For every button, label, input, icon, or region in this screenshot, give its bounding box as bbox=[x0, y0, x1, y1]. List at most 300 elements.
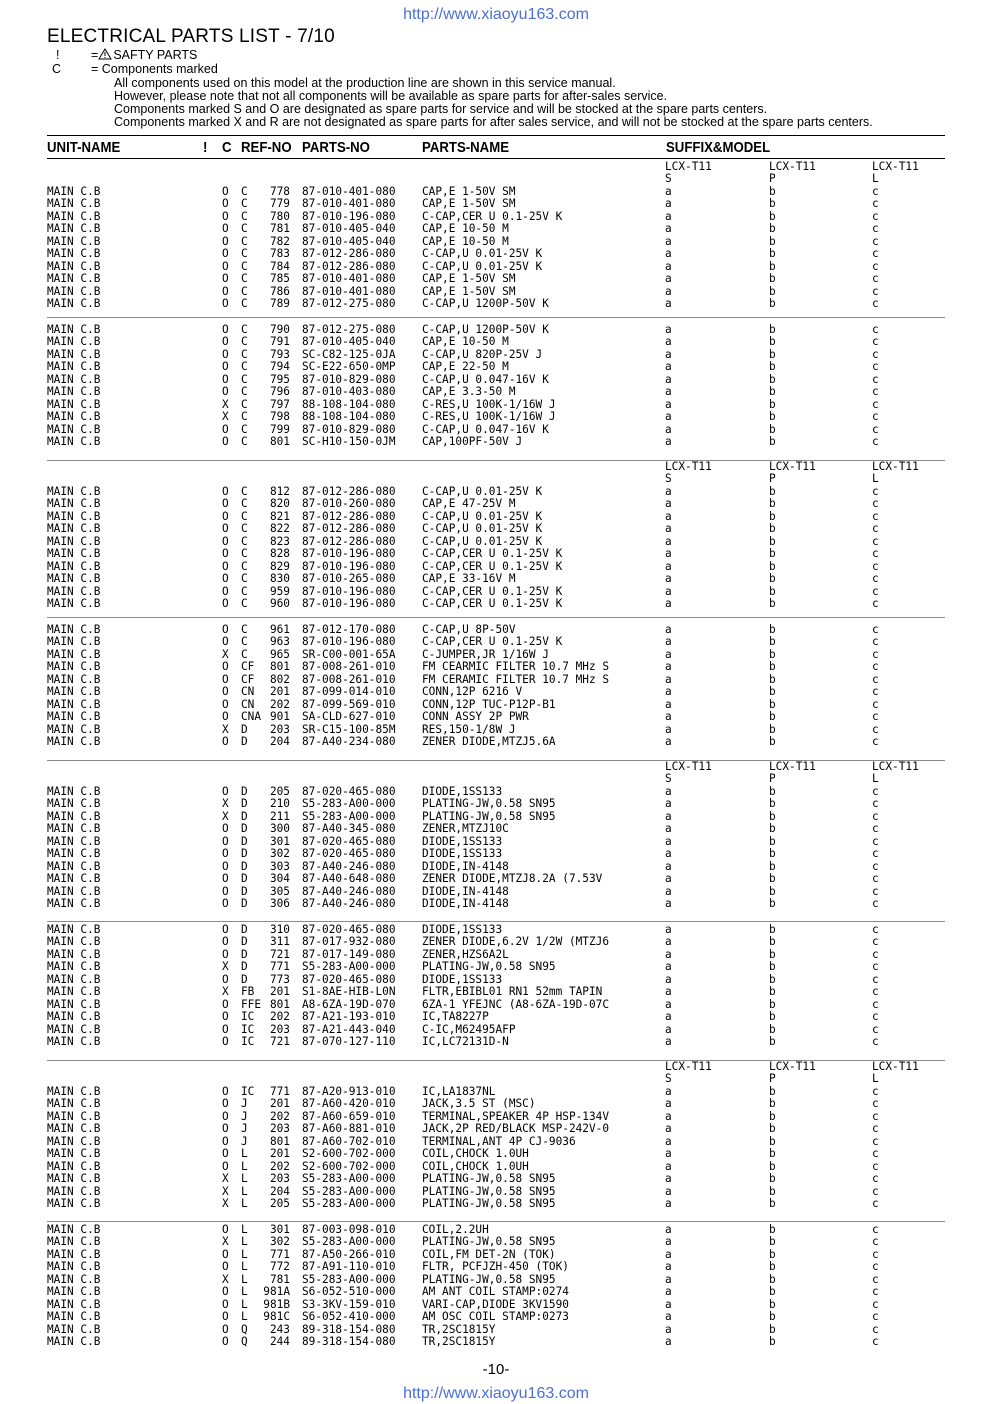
cell-parts-name: CAP,E 1-50V SM bbox=[422, 272, 516, 286]
cell-parts-no: 87-A60-420-010 bbox=[302, 1097, 396, 1111]
cell-c-type: C bbox=[241, 435, 248, 449]
cell-parts-name: TR,2SC1815Y bbox=[422, 1322, 496, 1336]
cell-ref-no: 793 bbox=[269, 347, 290, 361]
model-header-name: LCX-T11 bbox=[665, 160, 712, 173]
model-header-suffix: P bbox=[769, 472, 776, 486]
cell-parts-name: C-JUMPER,JR 1/16W J bbox=[422, 647, 549, 661]
cell-parts-no: 87-010-403-080 bbox=[302, 385, 396, 399]
cell-c-type: C bbox=[241, 360, 248, 374]
cell-unit-name: MAIN C.B bbox=[47, 1235, 101, 1249]
cell-flag: O bbox=[222, 247, 229, 261]
cell-unit-name: MAIN C.B bbox=[47, 923, 101, 936]
cell-flag: O bbox=[222, 1035, 229, 1049]
cell-parts-no: 87-010-829-080 bbox=[302, 372, 396, 386]
cell-suffix-l: c bbox=[872, 859, 879, 873]
model-header-suffix: S bbox=[665, 1072, 672, 1086]
cell-c-type: C bbox=[241, 397, 248, 411]
cell-c-type: Q bbox=[241, 1335, 248, 1349]
cell-parts-no: A8-6ZA-19D-070 bbox=[302, 997, 396, 1011]
cell-parts-no: 87-008-261-010 bbox=[302, 660, 396, 674]
cell-suffix-p: b bbox=[769, 272, 776, 286]
cell-suffix-p: b bbox=[769, 647, 776, 661]
cell-parts-name: VARI-CAP,DIODE 3KV1590 bbox=[422, 1297, 569, 1311]
cell-ref-no: 203 bbox=[269, 722, 290, 736]
cell-c-type: C bbox=[241, 584, 248, 598]
cell-suffix-l: c bbox=[872, 222, 879, 236]
cell-suffix-p: b bbox=[769, 509, 776, 523]
cell-suffix-p: b bbox=[769, 859, 776, 873]
model-header-suffix: L bbox=[872, 1072, 879, 1086]
cell-parts-name: COIL,CHOCK 1.0UH bbox=[422, 1159, 529, 1173]
cell-c-type: L bbox=[241, 1196, 248, 1210]
cell-suffix-l: c bbox=[872, 697, 879, 711]
cell-suffix-l: c bbox=[872, 896, 879, 910]
page-number: -10- bbox=[482, 1361, 510, 1378]
cell-suffix-l: c bbox=[872, 1235, 879, 1249]
cell-ref-no: 201 bbox=[269, 985, 290, 999]
cell-suffix-l: c bbox=[872, 1335, 879, 1349]
cell-unit-name: MAIN C.B bbox=[47, 372, 101, 386]
cell-c-type: L bbox=[241, 1297, 248, 1311]
cell-c-type: C bbox=[241, 647, 248, 661]
cell-ref-no: 822 bbox=[269, 522, 290, 536]
cell-suffix-p: b bbox=[769, 1247, 776, 1261]
cell-c-type: C bbox=[241, 209, 248, 223]
cell-parts-name: C-RES,U 100K-1/16W J bbox=[422, 410, 556, 424]
cell-parts-no: 87-070-127-110 bbox=[302, 1035, 396, 1049]
cell-parts-no: S2-600-702-000 bbox=[302, 1159, 396, 1173]
cell-c-type: D bbox=[241, 947, 248, 961]
cell-ref-no: 791 bbox=[269, 335, 290, 349]
cell-c-type: L bbox=[241, 1310, 248, 1324]
cell-suffix-l: c bbox=[872, 1272, 879, 1286]
cell-suffix-s: a bbox=[665, 596, 672, 610]
cell-suffix-p: b bbox=[769, 884, 776, 898]
header-url[interactable]: http://www.xiaoyu163.com bbox=[403, 6, 589, 23]
cell-parts-no: S6-052-510-000 bbox=[302, 1285, 396, 1299]
header-top-rule bbox=[47, 135, 945, 136]
cell-unit-name: MAIN C.B bbox=[47, 672, 101, 686]
cell-c-type: D bbox=[241, 884, 248, 898]
cell-flag: O bbox=[222, 935, 229, 949]
cell-ref-no: 203 bbox=[269, 1122, 290, 1136]
cell-parts-no: 87-017-149-080 bbox=[302, 947, 396, 961]
cell-c-type: Q bbox=[241, 1322, 248, 1336]
cell-suffix-l: c bbox=[872, 672, 879, 686]
cell-ref-no: 302 bbox=[269, 1235, 290, 1249]
cell-suffix-s: a bbox=[665, 947, 672, 961]
cell-flag: O bbox=[222, 272, 229, 286]
cell-suffix-p: b bbox=[769, 184, 776, 198]
cell-flag: O bbox=[222, 184, 229, 198]
cell-suffix-l: c bbox=[872, 284, 879, 298]
cell-unit-name: MAIN C.B bbox=[47, 222, 101, 236]
cell-suffix-s: a bbox=[665, 209, 672, 223]
cell-parts-no: 87-020-465-080 bbox=[302, 834, 396, 848]
cell-unit-name: MAIN C.B bbox=[47, 735, 101, 749]
cell-unit-name: MAIN C.B bbox=[47, 1147, 101, 1161]
cell-suffix-s: a bbox=[665, 1196, 672, 1210]
cell-unit-name: MAIN C.B bbox=[47, 1322, 101, 1336]
cell-c-type: C bbox=[241, 335, 248, 349]
cell-ref-no: 782 bbox=[269, 234, 290, 248]
cell-flag: O bbox=[222, 372, 229, 386]
cell-flag: O bbox=[222, 584, 229, 598]
cell-flag: X bbox=[222, 722, 229, 736]
cell-suffix-s: a bbox=[665, 559, 672, 573]
cell-suffix-s: a bbox=[665, 1147, 672, 1161]
cell-c-type: CN bbox=[241, 685, 255, 699]
cell-parts-name: C-CAP,U 8P-50V bbox=[422, 623, 516, 636]
cell-unit-name: MAIN C.B bbox=[47, 710, 101, 724]
cell-suffix-s: a bbox=[665, 1235, 672, 1249]
cell-suffix-s: a bbox=[665, 884, 672, 898]
note-line: Components marked X and R are not designated as spare parts for after sales service, and will not be stocked at the spare parts centers. bbox=[114, 115, 873, 129]
cell-unit-name: MAIN C.B bbox=[47, 234, 101, 248]
cell-ref-no: 202 bbox=[269, 697, 290, 711]
cell-suffix-l: c bbox=[872, 1172, 879, 1186]
cell-flag: O bbox=[222, 1297, 229, 1311]
cell-suffix-p: b bbox=[769, 1272, 776, 1286]
cell-suffix-s: a bbox=[665, 985, 672, 999]
cell-suffix-s: a bbox=[665, 522, 672, 536]
cell-suffix-l: c bbox=[872, 1122, 879, 1136]
cell-suffix-s: a bbox=[665, 1260, 672, 1274]
cell-unit-name: MAIN C.B bbox=[47, 1310, 101, 1324]
cell-parts-no: 87-010-401-080 bbox=[302, 284, 396, 298]
cell-flag: O bbox=[222, 385, 229, 399]
cell-ref-no: 781 bbox=[269, 222, 290, 236]
cell-suffix-s: a bbox=[665, 960, 672, 974]
cell-parts-no: SR-C00-001-65A bbox=[302, 647, 396, 661]
cell-suffix-l: c bbox=[872, 1159, 879, 1173]
cell-parts-no: 87-010-405-040 bbox=[302, 234, 396, 248]
cell-parts-no: 87-008-261-010 bbox=[302, 672, 396, 686]
cell-suffix-p: b bbox=[769, 422, 776, 436]
cell-ref-no: 771 bbox=[269, 960, 290, 974]
cell-unit-name: MAIN C.B bbox=[47, 534, 101, 548]
model-header-name: LCX-T11 bbox=[769, 460, 816, 473]
cell-suffix-s: a bbox=[665, 484, 672, 498]
cell-suffix-l: c bbox=[872, 596, 879, 610]
cell-flag: O bbox=[222, 672, 229, 686]
cell-unit-name: MAIN C.B bbox=[47, 284, 101, 298]
cell-ref-no: 795 bbox=[269, 372, 290, 386]
cell-suffix-p: b bbox=[769, 985, 776, 999]
cell-parts-no: 87-020-465-080 bbox=[302, 784, 396, 798]
note-line: All components used on this model at the production line are shown in this service manual. bbox=[114, 76, 616, 90]
cell-unit-name: MAIN C.B bbox=[47, 259, 101, 273]
cell-ref-no: 786 bbox=[269, 284, 290, 298]
cell-parts-no: 87-020-465-080 bbox=[302, 923, 396, 936]
cell-suffix-p: b bbox=[769, 947, 776, 961]
cell-suffix-l: c bbox=[872, 1196, 879, 1210]
cell-ref-no: 204 bbox=[269, 735, 290, 749]
cell-suffix-l: c bbox=[872, 960, 879, 974]
cell-suffix-s: a bbox=[665, 923, 672, 936]
cell-suffix-s: a bbox=[665, 809, 672, 823]
cell-suffix-p: b bbox=[769, 923, 776, 936]
cell-parts-no: S5-283-A00-000 bbox=[302, 1172, 396, 1186]
cell-suffix-l: c bbox=[872, 360, 879, 374]
cell-flag: O bbox=[222, 623, 229, 636]
cell-c-type: FB bbox=[241, 985, 255, 999]
note-line: Components marked S and O are designated as spare parts for service and will be stocked at the spare parts centers. bbox=[114, 102, 768, 116]
cell-parts-no: 87-012-170-080 bbox=[302, 623, 396, 636]
cell-ref-no: 721 bbox=[269, 1035, 290, 1049]
cell-suffix-s: a bbox=[665, 1297, 672, 1311]
cell-c-type: C bbox=[241, 184, 248, 198]
cell-parts-name: DIODE,1SS133 bbox=[422, 847, 503, 861]
cell-parts-no: S6-052-410-000 bbox=[302, 1310, 396, 1324]
cell-unit-name: MAIN C.B bbox=[47, 522, 101, 536]
cell-suffix-l: c bbox=[872, 985, 879, 999]
cell-flag: O bbox=[222, 547, 229, 561]
cell-suffix-l: c bbox=[872, 972, 879, 986]
cell-unit-name: MAIN C.B bbox=[47, 1223, 101, 1236]
cell-parts-name: PLATING-JW,0.58 SN95 bbox=[422, 797, 556, 811]
cell-suffix-p: b bbox=[769, 497, 776, 511]
cell-parts-name: RES,150-1/8W J bbox=[422, 722, 516, 736]
cell-ref-no: 201 bbox=[269, 1147, 290, 1161]
cell-parts-no: 89-318-154-080 bbox=[302, 1335, 396, 1349]
cell-suffix-p: b bbox=[769, 234, 776, 248]
cell-ref-no: 790 bbox=[269, 323, 290, 336]
cell-suffix-s: a bbox=[665, 722, 672, 736]
cell-suffix-l: c bbox=[872, 184, 879, 198]
cell-parts-no: 87-099-014-010 bbox=[302, 685, 396, 699]
cell-ref-no: 981A bbox=[263, 1285, 290, 1299]
cell-ref-no: 303 bbox=[269, 859, 290, 873]
cell-c-type: C bbox=[241, 596, 248, 610]
model-header-suffix: S bbox=[665, 772, 672, 786]
cell-c-type: C bbox=[241, 259, 248, 273]
cell-parts-no: S5-283-A00-000 bbox=[302, 1235, 396, 1249]
cell-c-type: L bbox=[241, 1159, 248, 1173]
cell-c-type: C bbox=[241, 572, 248, 586]
cell-flag: O bbox=[222, 296, 229, 310]
cell-flag: O bbox=[222, 1335, 229, 1349]
cell-flag: X bbox=[222, 1184, 229, 1198]
cell-flag: O bbox=[222, 997, 229, 1011]
cell-parts-no: 87-A60-659-010 bbox=[302, 1109, 396, 1123]
cell-suffix-l: c bbox=[872, 209, 879, 223]
cell-suffix-s: a bbox=[665, 284, 672, 298]
cell-suffix-p: b bbox=[769, 797, 776, 811]
cell-suffix-s: a bbox=[665, 259, 672, 273]
cell-c-type: CNA bbox=[241, 710, 262, 724]
model-header-name: LCX-T11 bbox=[872, 1060, 919, 1073]
cell-ref-no: 784 bbox=[269, 259, 290, 273]
page-title: ELECTRICAL PARTS LIST - 7/10 bbox=[47, 26, 335, 47]
cell-suffix-l: c bbox=[872, 784, 879, 798]
cell-ref-no: 801 bbox=[269, 660, 290, 674]
cell-suffix-p: b bbox=[769, 385, 776, 399]
cell-flag: X bbox=[222, 397, 229, 411]
cell-ref-no: 202 bbox=[269, 1159, 290, 1173]
cell-unit-name: MAIN C.B bbox=[47, 397, 101, 411]
cell-suffix-s: a bbox=[665, 1022, 672, 1036]
cell-unit-name: MAIN C.B bbox=[47, 997, 101, 1011]
cell-suffix-l: c bbox=[872, 247, 879, 261]
model-header-name: LCX-T11 bbox=[769, 1060, 816, 1073]
cell-ref-no: 210 bbox=[269, 797, 290, 811]
cell-unit-name: MAIN C.B bbox=[47, 1134, 101, 1148]
cell-parts-no: 87-012-286-080 bbox=[302, 534, 396, 548]
cell-parts-no: S5-283-A00-000 bbox=[302, 1196, 396, 1210]
model-header-name: LCX-T11 bbox=[872, 160, 919, 173]
cell-parts-name: DIODE,IN-4148 bbox=[422, 884, 509, 898]
cell-flag: O bbox=[222, 1122, 229, 1136]
cell-unit-name: MAIN C.B bbox=[47, 497, 101, 511]
cell-ref-no: 243 bbox=[269, 1322, 290, 1336]
cell-c-type: D bbox=[241, 822, 248, 836]
cell-suffix-s: a bbox=[665, 1122, 672, 1136]
cell-flag: X bbox=[222, 797, 229, 811]
cell-suffix-s: a bbox=[665, 385, 672, 399]
cell-suffix-s: a bbox=[665, 997, 672, 1011]
cell-unit-name: MAIN C.B bbox=[47, 834, 101, 848]
cell-ref-no: 785 bbox=[269, 272, 290, 286]
cell-parts-name: IC,TA8227P bbox=[422, 1010, 489, 1024]
cell-parts-no: S5-283-A00-000 bbox=[302, 1272, 396, 1286]
cell-suffix-p: b bbox=[769, 635, 776, 649]
cell-suffix-l: c bbox=[872, 623, 879, 636]
cell-suffix-l: c bbox=[872, 347, 879, 361]
cell-parts-no: 87-010-196-080 bbox=[302, 547, 396, 561]
cell-c-type: D bbox=[241, 872, 248, 886]
cell-flag: O bbox=[222, 197, 229, 211]
cell-suffix-l: c bbox=[872, 410, 879, 424]
cell-ref-no: 823 bbox=[269, 534, 290, 548]
cell-ref-no: 204 bbox=[269, 1184, 290, 1198]
cell-c-type: C bbox=[241, 347, 248, 361]
cell-c-type: D bbox=[241, 735, 248, 749]
cell-flag: X bbox=[222, 1235, 229, 1249]
cell-c-type: C bbox=[241, 497, 248, 511]
cell-unit-name: MAIN C.B bbox=[47, 197, 101, 211]
cell-suffix-p: b bbox=[769, 296, 776, 310]
cell-suffix-p: b bbox=[769, 735, 776, 749]
cell-parts-name: C-CAP,U 0.01-25V K bbox=[422, 259, 543, 273]
cell-parts-no: SC-H10-150-0JM bbox=[302, 435, 396, 449]
cell-suffix-p: b bbox=[769, 997, 776, 1011]
cell-parts-no: 87-010-196-080 bbox=[302, 209, 396, 223]
cell-suffix-l: c bbox=[872, 372, 879, 386]
cell-ref-no: 771 bbox=[269, 1084, 290, 1098]
legend-safety-text bbox=[91, 48, 197, 62]
cell-flag: O bbox=[222, 1322, 229, 1336]
cell-suffix-p: b bbox=[769, 1310, 776, 1324]
cell-suffix-p: b bbox=[769, 722, 776, 736]
cell-parts-no: 87-012-286-080 bbox=[302, 509, 396, 523]
cell-suffix-s: a bbox=[665, 660, 672, 674]
cell-parts-name: C-CAP,U 0.047-16V K bbox=[422, 372, 549, 386]
cell-c-type: C bbox=[241, 372, 248, 386]
cell-suffix-s: a bbox=[665, 509, 672, 523]
cell-parts-name: DIODE,IN-4148 bbox=[422, 896, 509, 910]
cell-unit-name: MAIN C.B bbox=[47, 184, 101, 198]
cell-suffix-s: a bbox=[665, 397, 672, 411]
cell-suffix-l: c bbox=[872, 647, 879, 661]
cell-flag: O bbox=[222, 735, 229, 749]
cell-c-type: IC bbox=[241, 1022, 255, 1036]
cell-suffix-p: b bbox=[769, 372, 776, 386]
cell-ref-no: 799 bbox=[269, 422, 290, 436]
cell-suffix-s: a bbox=[665, 547, 672, 561]
cell-c-type: D bbox=[241, 960, 248, 974]
cell-suffix-s: a bbox=[665, 572, 672, 586]
cell-parts-name: AM ANT COIL STAMP:0274 bbox=[422, 1285, 569, 1299]
cell-flag: O bbox=[222, 784, 229, 798]
cell-parts-name: C-CAP,CER U 0.1-25V K bbox=[422, 209, 563, 223]
cell-parts-name: COIL,CHOCK 1.0UH bbox=[422, 1147, 529, 1161]
cell-flag: O bbox=[222, 1285, 229, 1299]
cell-flag: O bbox=[222, 822, 229, 836]
cell-suffix-p: b bbox=[769, 559, 776, 573]
cell-suffix-s: a bbox=[665, 1109, 672, 1123]
cell-flag: O bbox=[222, 710, 229, 724]
cell-c-type: L bbox=[241, 1272, 248, 1286]
cell-parts-no: 87-010-196-080 bbox=[302, 635, 396, 649]
cell-parts-no: 87-010-401-080 bbox=[302, 184, 396, 198]
cell-suffix-p: b bbox=[769, 623, 776, 636]
cell-parts-name: C-CAP,U 820P-25V J bbox=[422, 347, 543, 361]
cell-ref-no: 771 bbox=[269, 1247, 290, 1261]
cell-c-type: C bbox=[241, 284, 248, 298]
cell-suffix-s: a bbox=[665, 784, 672, 798]
cell-parts-name: C-CAP,CER U 0.1-25V K bbox=[422, 635, 563, 649]
cell-suffix-p: b bbox=[769, 784, 776, 798]
cell-flag: O bbox=[222, 697, 229, 711]
cell-parts-name: C-CAP,U 1200P-50V K bbox=[422, 323, 549, 336]
cell-suffix-s: a bbox=[665, 1272, 672, 1286]
cell-flag: O bbox=[222, 923, 229, 936]
cell-parts-no: SC-E22-650-0MP bbox=[302, 360, 396, 374]
cell-ref-no: 963 bbox=[269, 635, 290, 649]
cell-flag: O bbox=[222, 1310, 229, 1324]
model-header-suffix: L bbox=[872, 172, 879, 186]
cell-suffix-s: a bbox=[665, 834, 672, 848]
cell-flag: O bbox=[222, 234, 229, 248]
cell-suffix-p: b bbox=[769, 596, 776, 610]
cell-parts-no: 87-012-286-080 bbox=[302, 484, 396, 498]
cell-suffix-s: a bbox=[665, 584, 672, 598]
cell-flag: O bbox=[222, 559, 229, 573]
cell-suffix-p: b bbox=[769, 660, 776, 674]
cell-c-type: J bbox=[241, 1109, 248, 1123]
cell-ref-no: 306 bbox=[269, 896, 290, 910]
cell-suffix-p: b bbox=[769, 685, 776, 699]
cell-parts-no: S5-283-A00-000 bbox=[302, 809, 396, 823]
cell-parts-no: 87-010-260-080 bbox=[302, 497, 396, 511]
cell-c-type: L bbox=[241, 1260, 248, 1274]
cell-ref-no: 201 bbox=[269, 1097, 290, 1111]
cell-unit-name: MAIN C.B bbox=[47, 1010, 101, 1024]
cell-parts-name: CONN,12P TUC-P12P-B1 bbox=[422, 697, 556, 711]
cell-suffix-l: c bbox=[872, 422, 879, 436]
cell-suffix-p: b bbox=[769, 410, 776, 424]
cell-suffix-l: c bbox=[872, 1285, 879, 1299]
cell-ref-no: 801 bbox=[269, 1134, 290, 1148]
cell-c-type: L bbox=[241, 1147, 248, 1161]
footer-url[interactable]: http://www.xiaoyu163.com bbox=[403, 1385, 589, 1402]
cell-c-type: L bbox=[241, 1184, 248, 1198]
cell-parts-name: FLTR,EBIBL01 RN1 52mm TAPIN bbox=[422, 985, 603, 999]
cell-suffix-s: a bbox=[665, 1184, 672, 1198]
cell-ref-no: 820 bbox=[269, 497, 290, 511]
cell-unit-name: MAIN C.B bbox=[47, 1035, 101, 1049]
